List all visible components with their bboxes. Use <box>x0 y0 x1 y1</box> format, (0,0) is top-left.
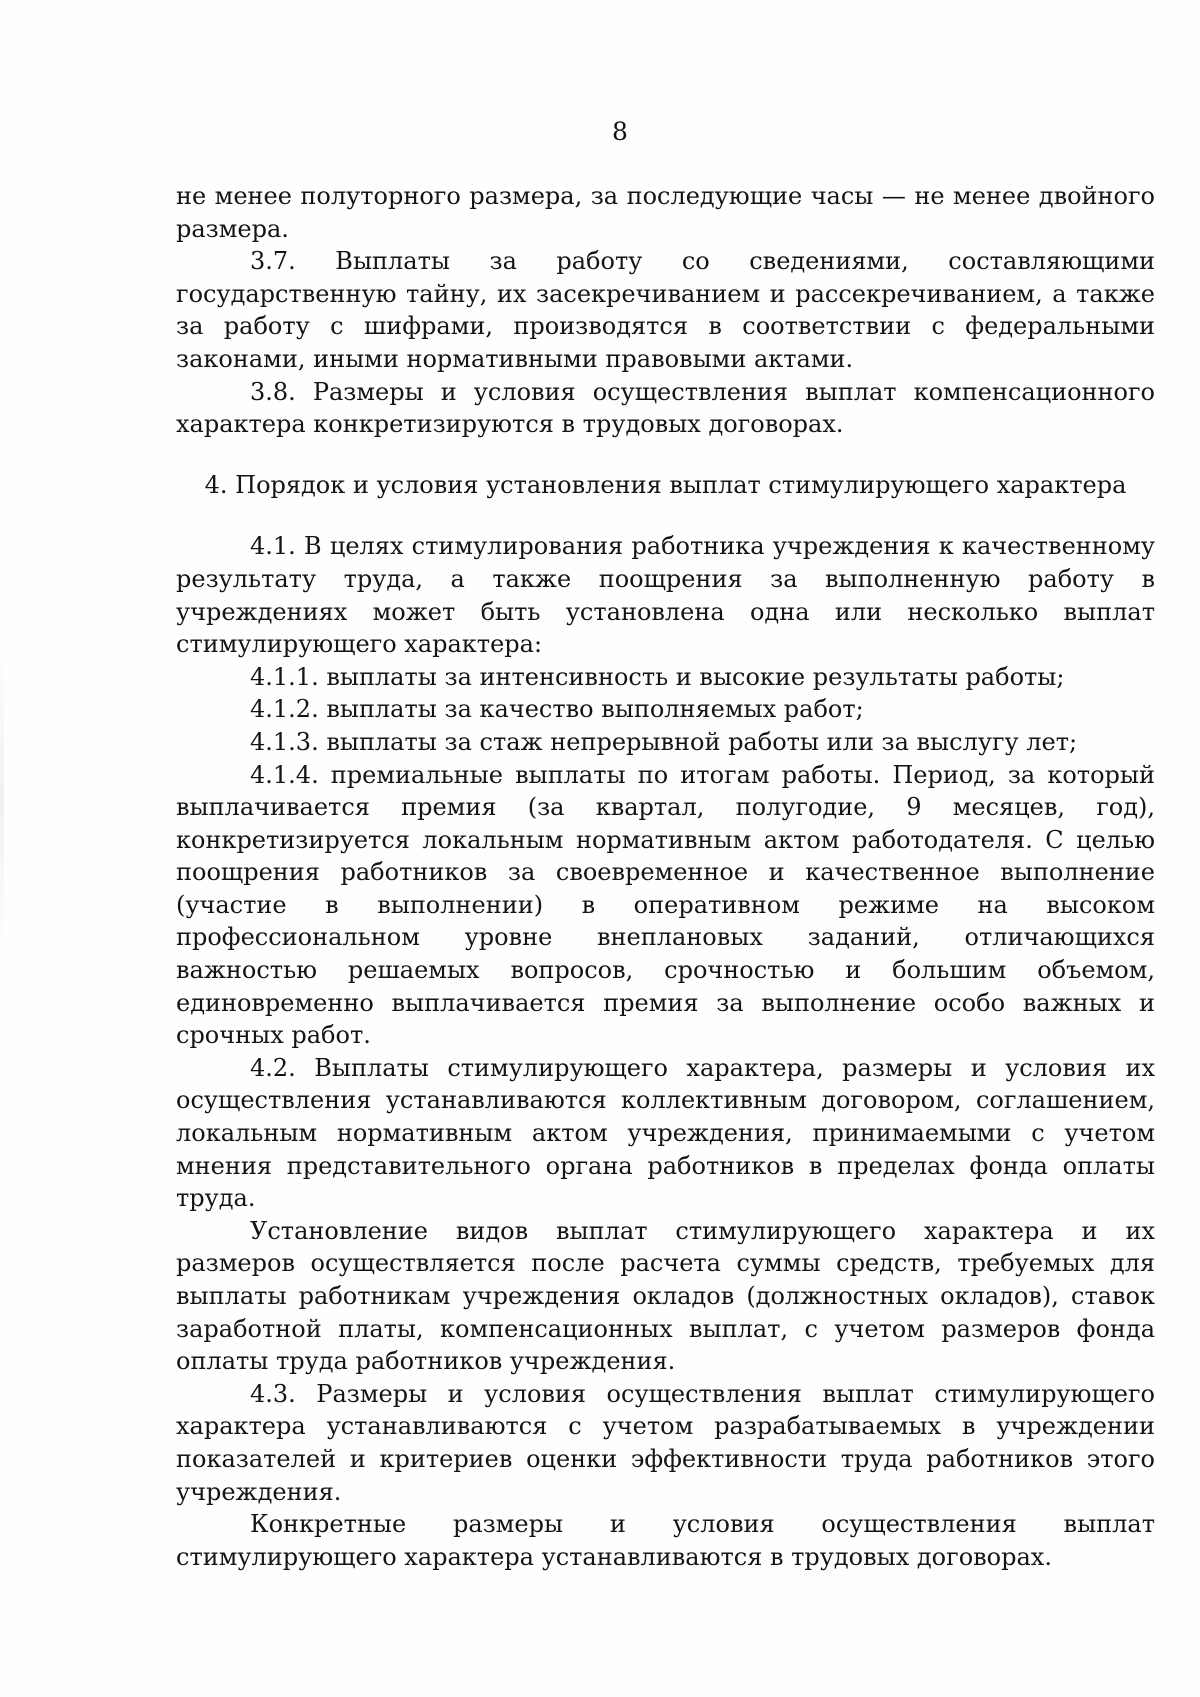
paragraph-4-1-2: 4.1.2. выплаты за качество выполняемых работ; <box>250 695 864 724</box>
scan-edge-shadow <box>0 640 4 960</box>
paragraph-4-3-cont: Конкретные размеры и условия осуществления выплат стимулирующего характера устанавливаются в трудовых договорах. <box>176 1510 1155 1571</box>
paragraph-4-3: 4.3. Размеры и условия осуществления выплат стимулирующего характера устанавливаются с учетом разрабатываемых в учреждении показателей и критериев оценки эффективности труда работников этого учреждения. <box>176 1379 1155 1506</box>
section-heading-4: 4. Порядок и условия установления выплат стимулирующего характера <box>204 470 1127 499</box>
paragraph-3-7: 3.7. Выплаты за работу со сведениями, составляющими государственную тайну, их засекречиванием и рассекречиванием, а также за работу с шифрами, производятся в соответствии с федеральными законами, иными нормативными правовыми актами. <box>176 247 1155 373</box>
paragraph-3-8: 3.8. Размеры и условия осуществления выплат компенсационного характера конкретизируются в трудовых договорах. <box>176 377 1155 439</box>
page-number: 8 <box>612 117 628 146</box>
paragraph-4-1: 4.1. В целях стимулирования работника учреждения к качественному результату труда, а также поощрения за выполненную работу в учреждениях может быть установлена одна или несколько выплат стимулирующего характера: <box>176 532 1155 659</box>
paragraph-4-1-4: 4.1.4. премиальные выплаты по итогам работы. Период, за который выплачивается премия (за квартал, полугодие, 9 месяцев, год), конкретизируется локальным нормативным актом работодателя. С целью поощрения работников за своевременное и качественное выполнение (участие в выполнении) в оперативном режиме на высоком профессиональном уровне внеплановых заданий, отличающихся важностью решаемых вопросов, срочностью и большим объемом, единовременно выплачивается премия за выполнение особо важных и срочных работ. <box>176 760 1155 1050</box>
paragraph-overtime-continuation: не менее полуторного размера, за последующие часы — не менее двойного размера. <box>176 182 1155 243</box>
paragraph-4-2: 4.2. Выплаты стимулирующего характера, размеры и условия их осуществления устанавливаются коллективным договором, соглашением, локальным нормативным актом учреждения, принимаемыми с учетом мнения представительного органа работников в пределах фонда оплаты труда. <box>176 1053 1155 1213</box>
document-body <box>176 180 1155 1573</box>
paragraph-4-1-1: 4.1.1. выплаты за интенсивность и высокие результаты работы; <box>250 662 1065 691</box>
paragraph-4-2-cont: Установление видов выплат стимулирующего характера и их размеров осуществляется после расчета суммы средств, требуемых для выплаты работникам учреждения окладов (должностных окладов), ставок заработной платы, компенсационных выплат, с учетом размеров фонда оплаты труда работников учреждения. <box>176 1216 1155 1376</box>
paragraph-4-1-3: 4.1.3. выплаты за стаж непрерывной работы или за выслугу лет; <box>250 727 1078 756</box>
